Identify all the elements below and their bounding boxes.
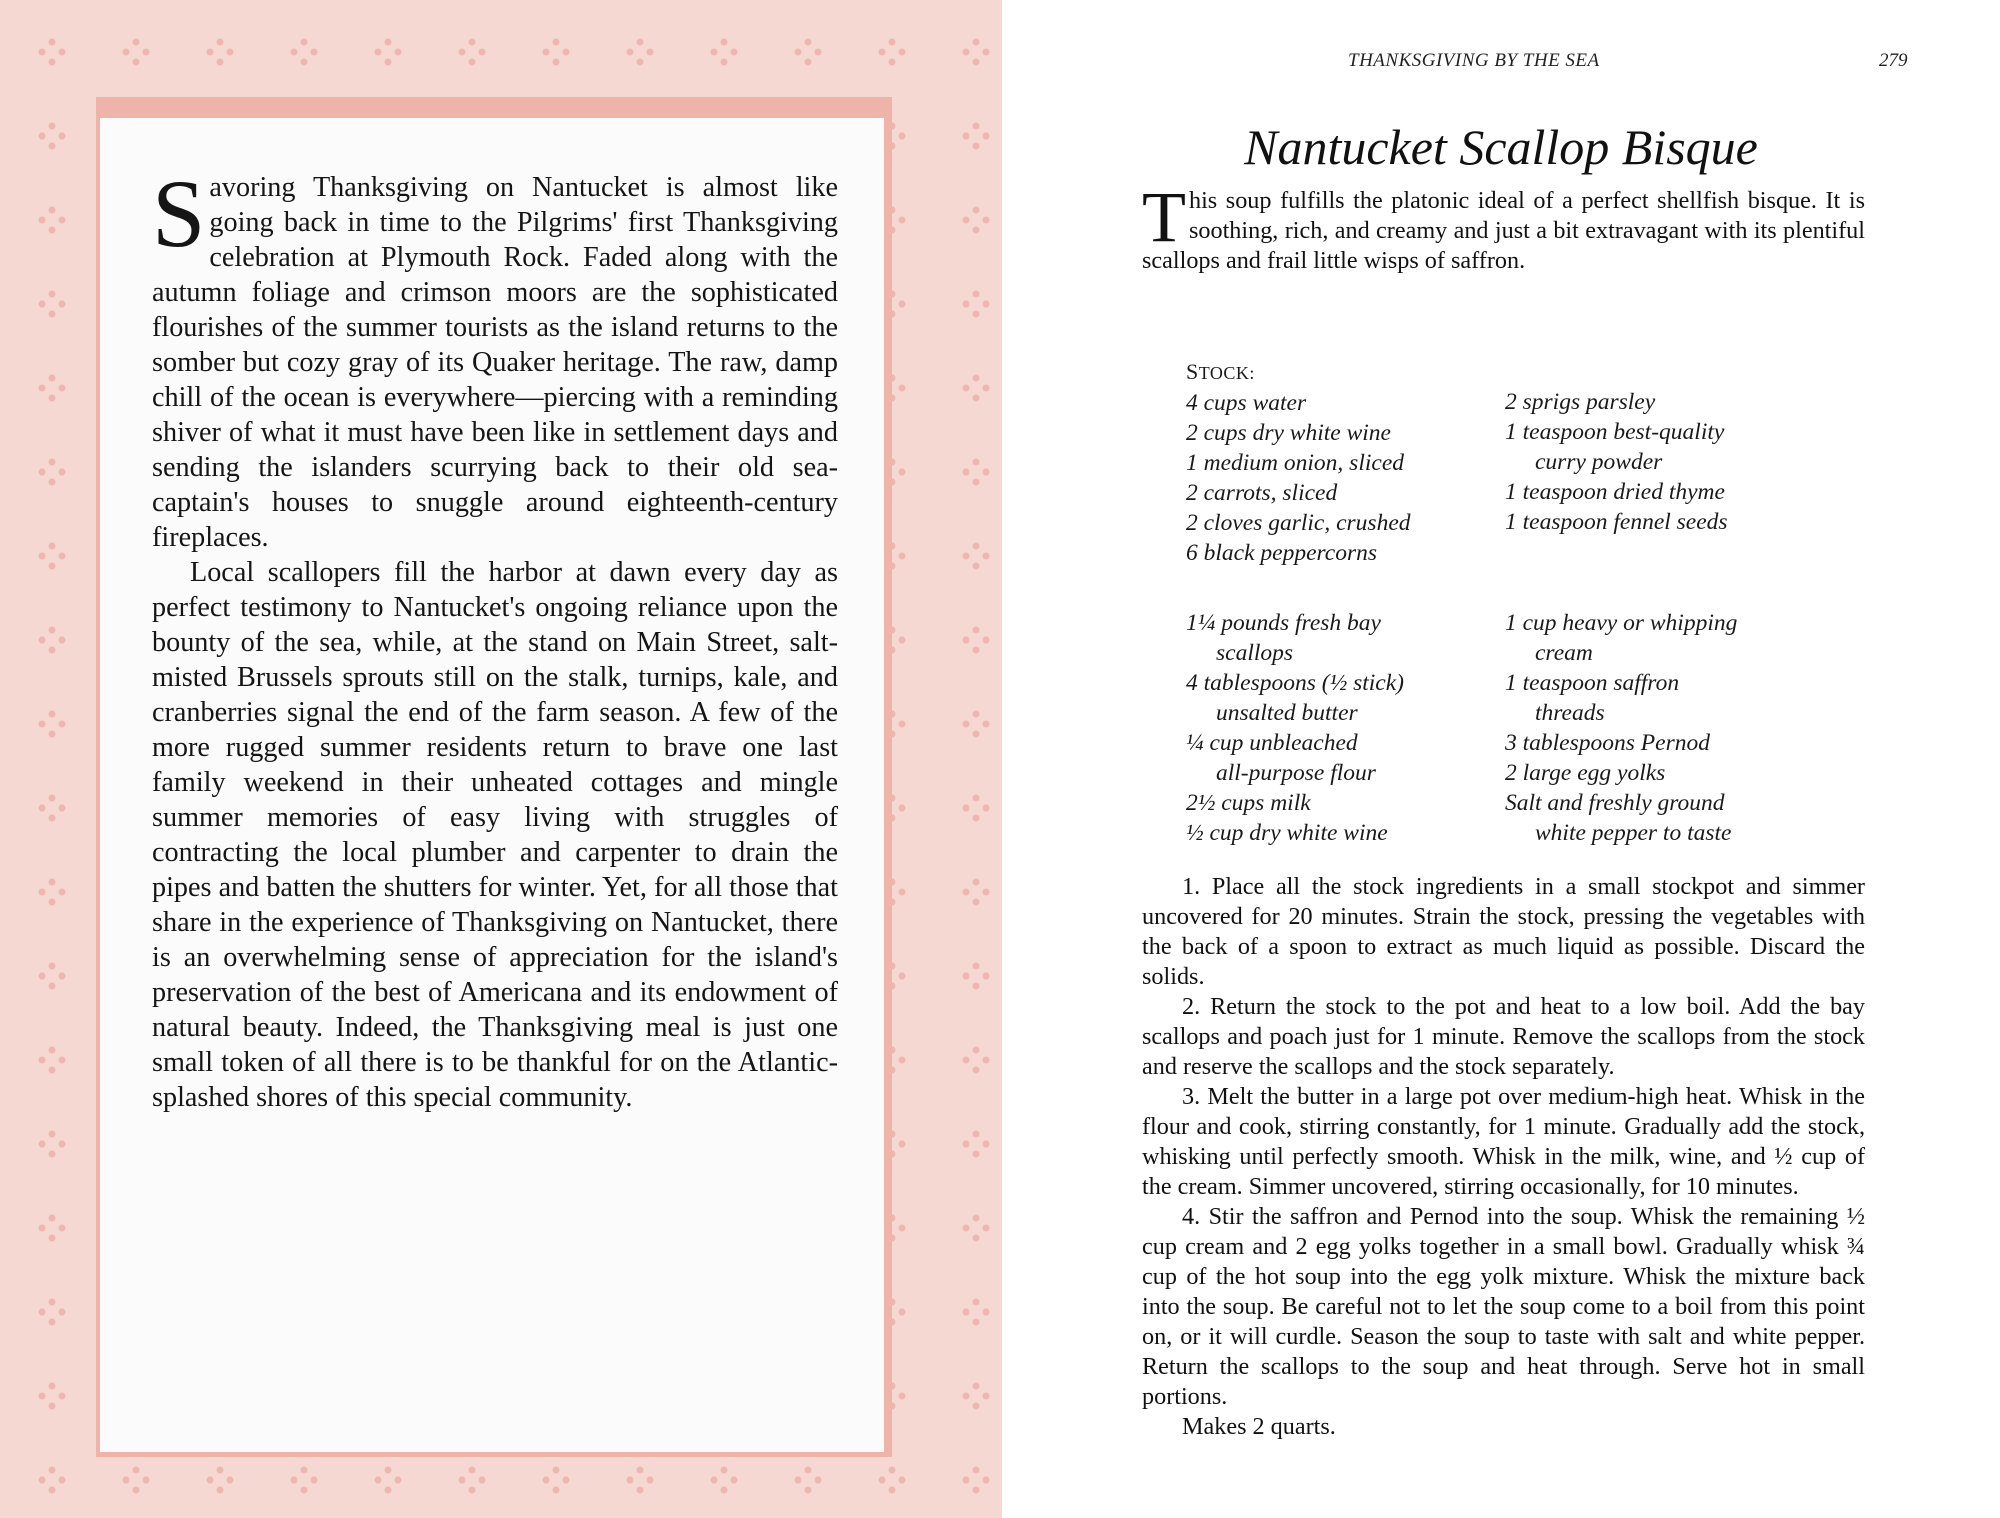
essay-dropcap: S: [152, 160, 206, 267]
ingredient: threads: [1535, 700, 1605, 726]
method-step: 4. Stir the saffron and Pernod into the soup. Whisk the remaining ½ cup cream and 2 egg yolks together in a small bowl. Gradually whisk ¾ cup of the hot soup into the egg yolk mixture. Whisk the mixture back into the soup. Be careful not to let the soup come to a boil from this point on, or it will curdle. Season the soup to taste with salt and white pepper. Return the scallops to the soup and heat through. Serve hot in small portions.: [1142, 1203, 1865, 1410]
intro-text: his soup fulfills the platonic ideal of a perfect shellfish bisque. It is soothing, rich, and creamy and just a bit extravagant with its plentiful scallops and frail little wisps of saffron.: [1142, 187, 1865, 274]
ingredient: 6 black peppercorns: [1186, 540, 1377, 566]
stock-label-first: S: [1186, 359, 1199, 384]
ingredient: Salt and freshly ground: [1505, 790, 1725, 816]
ingredient: cream: [1535, 640, 1593, 666]
stock-ingredients-col1: [1186, 357, 1411, 568]
essay-paragraph-1: [152, 160, 838, 555]
recipe-intro: [1142, 177, 1865, 276]
main-ingredients-col1: [1186, 608, 1404, 848]
ingredient: 2 cups dry white wine: [1186, 420, 1391, 446]
ingredient: 1 teaspoon dried thyme: [1505, 479, 1725, 505]
essay-paragraph-1-text: avoring Thanksgiving on Nantucket is almost like going back in time to the Pilgrims' first Thanksgiving celebration at Plymouth Rock. Faded along with the autumn foliage and crimson moors are the sophisticated flourishes of the summer tourists as the island returns to the somber but cozy gray of its Quaker heritage. The raw, damp chill of the ocean is everywhere—piercing with a reminding shiver of what it must have been like in settlement days and sending the islanders scurrying back to their old sea-captain's houses to snuggle around eighteenth-century fireplaces.: [152, 172, 838, 553]
right-page: [1002, 0, 2000, 1518]
method-step: 1. Place all the stock ingredients in a small stockpot and simmer uncovered for 20 minutes. Strain the stock, pressing the vegetables with the back of a spoon to extract as much liquid as possible. Discard the solids.: [1142, 873, 1865, 990]
essay-panel: [100, 118, 884, 1452]
ingredient: 2 sprigs parsley: [1505, 389, 1656, 415]
ingredient: 2½ cups milk: [1186, 790, 1311, 816]
ingredient: scallops: [1216, 640, 1294, 666]
ingredient: 1 teaspoon saffron: [1505, 670, 1680, 696]
recipe-title: Nantucket Scallop Bisque: [1244, 119, 1758, 175]
recipe-yield: Makes 2 quarts.: [1182, 1413, 1336, 1440]
method-step: 3. Melt the butter in a large pot over medium-high heat. Whisk in the flour and cook, stirring constantly, for 1 minute. Gradually add the stock, whisking until perfectly smooth. Whisk in the milk, wine, and ½ cup of the cream. Simmer uncovered, stirring occasionally, for 10 minutes.: [1142, 1083, 1865, 1200]
stock-label: [1186, 357, 1411, 388]
ingredient: 1 teaspoon best-quality: [1505, 419, 1725, 445]
ingredient: white pepper to taste: [1535, 820, 1732, 846]
ingredient: 4 tablespoons (½ stick): [1186, 670, 1404, 696]
essay-paragraph-2: Local scallopers fill the harbor at dawn every day as perfect testimony to Nantucket's ongoing reliance upon the bounty of the sea, while, at the stand on Main Street, salt-misted Brussels sprouts still on the stalk, turnips, kale, and cranberries signal the end of the farm season. A few of the more rugged summer residents return to brave one last family weekend in their unheated cottages and mingle summer memories of easy living with struggles of contracting the local plumber and carpenter to drain the pipes and batten the shutters for winter. Yet, for all those that share in the experience of Thanksgiving on Nantucket, there is an overwhelming sense of appreciation for the island's preservation of the best of Americana and its endowment of natural beauty. Indeed, the Thanksgiving meal is just one small token of all there is to be thankful for on the Atlantic-splashed shores of this special community.: [152, 557, 838, 1113]
ingredient: 4 cups water: [1186, 390, 1307, 416]
ingredient: curry powder: [1535, 449, 1663, 475]
ingredient: 1 teaspoon fennel seeds: [1505, 509, 1728, 535]
ingredient: all-purpose flour: [1216, 760, 1376, 786]
main-ingredients-col2: [1505, 608, 1737, 848]
ingredient: 1 medium onion, sliced: [1186, 450, 1404, 476]
intro-dropcap: T: [1142, 177, 1186, 257]
ingredient: 3 tablespoons Pernod: [1505, 730, 1710, 756]
stock-label-rest: TOCK:: [1198, 363, 1255, 383]
running-head: THANKSGIVING BY THE SEA: [1348, 50, 1600, 71]
ingredient: unsalted butter: [1216, 700, 1358, 726]
ingredient: 2 carrots, sliced: [1186, 480, 1338, 506]
ingredient: 1 cup heavy or whipping: [1505, 610, 1738, 636]
ingredient: 2 large egg yolks: [1505, 760, 1666, 786]
ingredient: 2 cloves garlic, crushed: [1186, 510, 1411, 536]
ingredient: 1¼ pounds fresh bay: [1186, 610, 1381, 636]
stock-ingredients-col2: [1505, 387, 1728, 537]
ingredient: ½ cup dry white wine: [1186, 820, 1388, 846]
ingredient: ¼ cup unbleached: [1186, 730, 1358, 756]
essay-text: [152, 160, 838, 1115]
recipe-method: [1142, 872, 1865, 1442]
page-number: 279: [1879, 50, 1908, 71]
method-step: 2. Return the stock to the pot and heat to a low boil. Add the bay scallops and poach just for 1 minute. Remove the scallops from the stock and reserve the scallops and the stock separately.: [1142, 993, 1865, 1080]
